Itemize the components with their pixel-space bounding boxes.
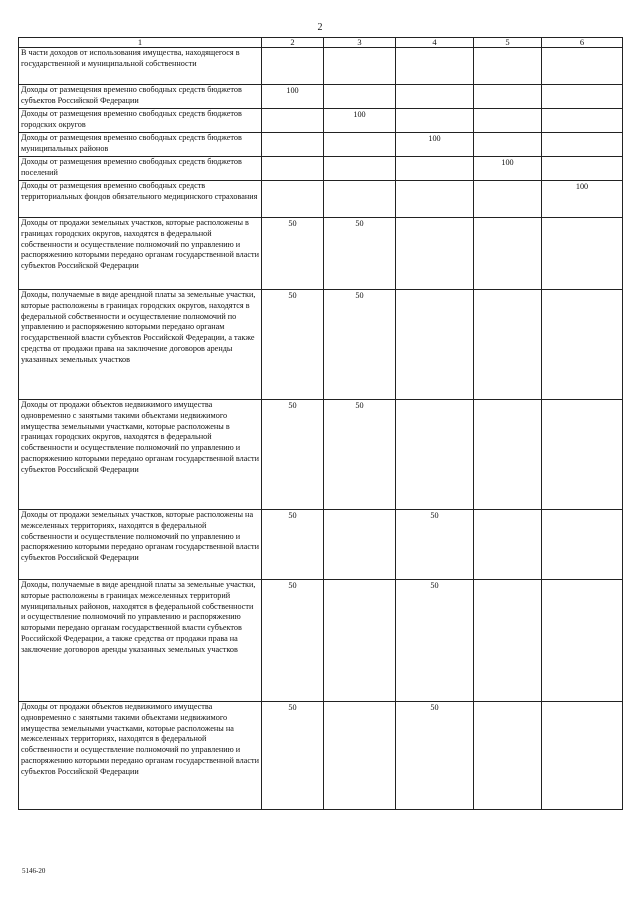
table-row (19, 133, 623, 157)
value-cell: 50 (396, 580, 474, 702)
value-cell: 100 (262, 85, 324, 109)
value-cell (324, 48, 396, 85)
value-cell (324, 157, 396, 181)
header-row (19, 38, 623, 48)
value-cell (262, 181, 324, 218)
value-cell: 50 (396, 510, 474, 580)
value-cell (324, 133, 396, 157)
value-cell (396, 157, 474, 181)
row-description: Доходы от размещения временно свободных средств бюджетов муниципальных районов (19, 133, 262, 157)
value-cell: 50 (262, 580, 324, 702)
row-description: Доходы от размещения временно свободных средств территориальных фондов обязательного медицинского страхования (19, 181, 262, 218)
header-cell: 6 (542, 38, 623, 48)
value-cell (474, 48, 542, 85)
page-number: 2 (317, 22, 323, 33)
header-cell: 2 (262, 38, 324, 48)
value-cell: 100 (324, 109, 396, 133)
value-cell (474, 580, 542, 702)
value-cell (324, 510, 396, 580)
row-description: Доходы от продажи земельных участков, которые расположены на межселенных территориях, находятся в федеральной собственности и осуществление полномочий по управлению и распоряжению которыми передано органам государственной власти субъектов Российской Федерации (19, 510, 262, 580)
value-cell (542, 133, 623, 157)
revenue-distribution-table (18, 37, 623, 810)
value-cell: 100 (542, 181, 623, 218)
value-cell (542, 218, 623, 290)
row-description: Доходы от продажи земельных участков, которые расположены в границах городских округов, находятся в федеральной собственности и осуществление полномочий по управлению и распоряжению которыми передано органам государственной власти субъектов Российской Федерации (19, 218, 262, 290)
value-cell: 50 (262, 510, 324, 580)
value-cell (324, 702, 396, 810)
value-cell (396, 48, 474, 85)
table-row (19, 400, 623, 510)
value-cell: 50 (262, 400, 324, 510)
table-row (19, 85, 623, 109)
row-description: Доходы, получаемые в виде арендной платы за земельные участки, которые расположены в границах межселенных территорий муниципальных районов, находятся в федеральной собственности и осуществление полномочий по управлению и распоряжению которыми передано органам государственной власти субъектов Российской Федерации, а также средства от продажи права на заключение договоров аренды указанных земельных участков (19, 580, 262, 702)
header-cell: 3 (324, 38, 396, 48)
value-cell (542, 109, 623, 133)
value-cell: 100 (474, 157, 542, 181)
value-cell (474, 702, 542, 810)
table-row (19, 580, 623, 702)
row-description: Доходы от размещения временно свободных средств бюджетов городских округов (19, 109, 262, 133)
value-cell (474, 133, 542, 157)
value-cell (396, 218, 474, 290)
value-cell: 50 (396, 702, 474, 810)
value-cell: 50 (262, 218, 324, 290)
value-cell (396, 85, 474, 109)
value-cell: 50 (324, 290, 396, 400)
value-cell (262, 133, 324, 157)
value-cell (542, 85, 623, 109)
value-cell (542, 400, 623, 510)
value-cell (542, 290, 623, 400)
value-cell (542, 48, 623, 85)
header-cell: 4 (396, 38, 474, 48)
table-row (19, 109, 623, 133)
row-description: Доходы от продажи объектов недвижимого имущества одновременно с занятыми такими объектами недвижимого имущества земельными участками, которые расположены в границах городских округов, находятся в федеральной собственности и осуществление полномочий по управлению и распоряжению которыми передано органам государственной власти субъектов Российской Федерации (19, 400, 262, 510)
value-cell (474, 109, 542, 133)
value-cell (324, 181, 396, 218)
table-row (19, 218, 623, 290)
value-cell: 100 (396, 133, 474, 157)
table-row (19, 181, 623, 218)
value-cell (474, 181, 542, 218)
row-description: Доходы от продажи объектов недвижимого имущества одновременно с занятыми такими объектами недвижимого имущества земельными участками, которые расположены на межселенных территориях, находятся в федеральной собственности и осуществление полномочий по управлению и распоряжению которыми передано органам государственной власти субъектов Российской Федерации (19, 702, 262, 810)
document-code: 5146-20 (22, 867, 46, 875)
value-cell (262, 109, 324, 133)
value-cell (474, 218, 542, 290)
table-row (19, 702, 623, 810)
value-cell (474, 510, 542, 580)
row-description: Доходы от размещения временно свободных средств бюджетов поселений (19, 157, 262, 181)
value-cell: 50 (262, 702, 324, 810)
row-description: Доходы от размещения временно свободных средств бюджетов субъектов Российской Федерации (19, 85, 262, 109)
table-row (19, 48, 623, 85)
table-row (19, 290, 623, 400)
value-cell (542, 702, 623, 810)
value-cell (396, 181, 474, 218)
value-cell: 50 (262, 290, 324, 400)
value-cell (542, 510, 623, 580)
value-cell (474, 400, 542, 510)
value-cell (542, 157, 623, 181)
table-row (19, 157, 623, 181)
value-cell (262, 48, 324, 85)
value-cell (396, 290, 474, 400)
row-description: В части доходов от использования имущества, находящегося в государственной и муниципальной собственности (19, 48, 262, 85)
value-cell (262, 157, 324, 181)
header-cell: 1 (19, 38, 262, 48)
value-cell (324, 580, 396, 702)
value-cell (396, 109, 474, 133)
value-cell: 50 (324, 400, 396, 510)
table-row (19, 510, 623, 580)
value-cell (396, 400, 474, 510)
value-cell: 50 (324, 218, 396, 290)
value-cell (542, 580, 623, 702)
value-cell (474, 290, 542, 400)
row-description: Доходы, получаемые в виде арендной платы за земельные участки, которые расположены в границах городских округов, находятся в федеральной собственности и осуществление полномочий по управлению и распоряжению которыми передано органам государственной власти субъектов Российской Федерации, а также средства от продажи права на заключение договоров аренды указанных земельных участков (19, 290, 262, 400)
value-cell (324, 85, 396, 109)
value-cell (474, 85, 542, 109)
header-cell: 5 (474, 38, 542, 48)
